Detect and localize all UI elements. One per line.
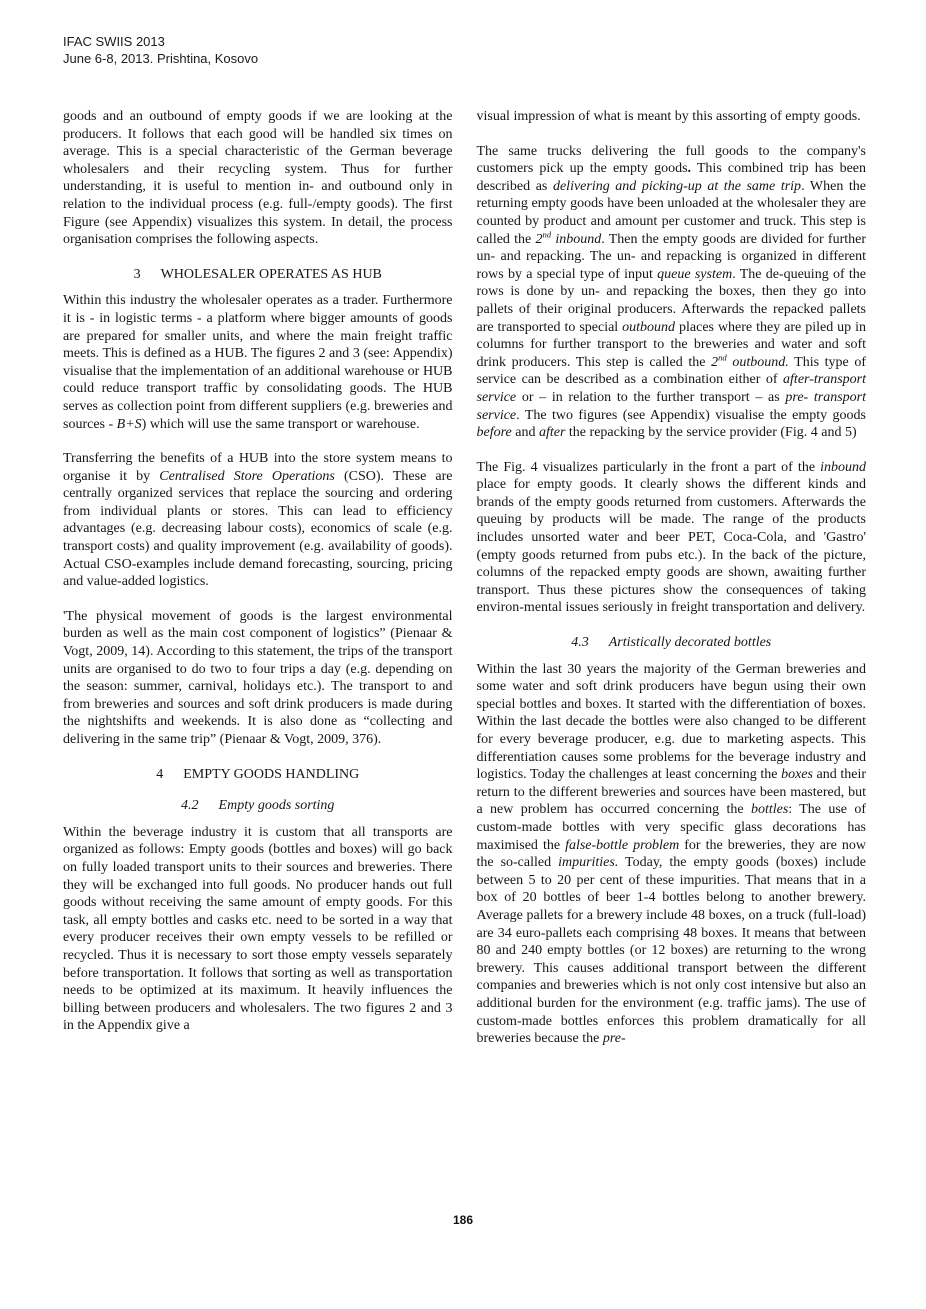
text-run: after: [538, 425, 566, 441]
paragraph: [63, 608, 453, 749]
two-column-body: [63, 108, 866, 1065]
conference-name: IFAC SWIIS 2013: [63, 34, 165, 49]
paragraph: [477, 143, 867, 442]
text-run: after-transport service: [476, 372, 866, 405]
text-run: B+S: [116, 416, 142, 432]
text-run: the repacking by the service provider (Fig. 4 and 5): [565, 425, 857, 441]
text-run: .: [687, 161, 692, 177]
text-run: This type of service can be described as a combination either of: [476, 354, 867, 388]
text-run: Centralised Store Operations: [159, 468, 335, 484]
text-run: 2: [535, 231, 543, 247]
text-run: Within the beverage industry it is custom that all transports are organized as follows: Empty goods (bottles and boxes) will go back on fully loaded transport units to their sources and breweries. There they will be exchanged into full goods. No producer hands out full goods without receiving the same amount of empty goods. For this task, all empty bottles and casks etc. need to be sorted in a way that every producer receives their own empty vessels to be refilled or recycled. Thus it is necessary to sort those empty vessels separately before transportation. It follows that sorting as well as transportation needs to be optimized at its maximum. It heavily influences the billing between producers and wholesalers. The two figures 2 and 3 in the Appendix give a: [63, 824, 453, 1034]
text-run: false-bottle problem: [565, 837, 680, 853]
text-run: place for empty goods. It clearly shows the different kinds and brands of the empty goods returned from customers. Afterwards the queuing by products will be made. The range of the products includes unsorted water and beer PET, Coca-Cola, and 'Gastro' (empty goods returned from pubs etc.). In the back of the picture, columns of the repacked empty goods are shown, awaiting further transport. Thus these pictures show the consequences of taking environ-mental issues seriously in freight transportation and delivery.: [476, 477, 866, 616]
text-run: queue system: [657, 266, 733, 282]
heading-title: WHOLESALER OPERATES AS HUB: [160, 266, 382, 282]
text-run: visual impression of what is meant by this assorting of empty goods.: [476, 109, 861, 124]
text-run: pre-: [602, 1031, 626, 1047]
left-column: [63, 108, 453, 1065]
text-run: inbound: [820, 459, 866, 475]
text-run: ) which will use the same transport or warehouse.: [141, 416, 420, 432]
right-column: [477, 108, 867, 1065]
text-run: The same trucks delivering the full goods to the company's customers pick up the empty goods: [476, 143, 866, 177]
text-run: before: [476, 425, 512, 441]
text-run: . When the returning empty goods have been unloaded at the wholesaler they are counted by product and amount per customer and truck. This step is called the: [476, 178, 866, 247]
text-run: Within this industry the wholesaler operates as a trader. Furthermore it is - in logistic terms - a platform where bigger amounts of goods are prepared for smaller units, and where the main freight traffic meets. This is defined as a HUB. The figures 2 and 3 (see: Appendix) visualise that the implementation of an additional warehouse or HUB could reduce transport traffic by consolidating goods. The HUB serves as collection point from different suppliers (e.g. breweries and sources -: [63, 293, 453, 432]
text-run: nd: [718, 352, 727, 363]
text-run: delivering and picking-up at the same trip: [552, 178, 802, 194]
text-run: or – in relation to the further transport – as: [516, 389, 786, 405]
text-run: outbound: [622, 319, 676, 335]
paragraph: [63, 450, 453, 591]
text-run: Transferring the benefits of a HUB into the store system means to organise it by: [63, 451, 453, 484]
heading-title: EMPTY GOODS HANDLING: [183, 766, 360, 782]
text-run: . Then the empty goods are divided for further un- and repacking. The un- and repacking is organized in different rows by a special type of input: [476, 231, 866, 282]
text-run: Within the last 30 years the majority of the German breweries and some water and soft drink producers have begun using their own special bottles and boxes. It started with the differentiation of boxes. Within the last decade the bottles were also changed to be different for every beverage producer, e.g. due to marketing aspects. This differentiation causes some problems for the beverage industry and logistics. Today the challenges at least concerning the: [476, 661, 866, 783]
page-header: [63, 33, 258, 67]
heading-title: Empty goods sorting: [218, 798, 335, 814]
paragraph: [477, 108, 867, 126]
heading-number: 4.3: [571, 635, 589, 651]
text-run: places where they are piled up in columns for further transport to the breweries and water and soft drink producers. This step is called the: [476, 319, 866, 370]
text-run: The Fig. 4 visualizes particularly in the front a part of the: [476, 459, 821, 475]
paragraph: [63, 108, 453, 249]
subsection-heading: [477, 634, 867, 652]
text-run: pre- transport service: [476, 389, 866, 423]
heading-number: 4.2: [181, 798, 199, 814]
text-run: . The de-queuing of the rows is done by un- and repacking the boxes, then they go into pallets of their original producers. Afterwards the repacked pallets are transported to special: [476, 266, 866, 335]
text-run: : The use of custom-made bottles with very specific glass decorations has maximised the: [476, 802, 866, 853]
text-run: goods and an outbound of empty goods if we are looking at the producers. It follows that each good will be handled six times on average. This is a special characteristic of the German beverage wholesalers and their recycling system. Thus for further understanding, it is useful to mention in- and outbound only in relation to the individual process (e.g. full-/empty goods). The first Figure (see Appendix) visualizes this system. In detail, the process organisation comprises the following aspects.: [63, 109, 453, 248]
paragraph: [63, 292, 453, 433]
section-heading: [63, 266, 453, 284]
text-run: bottles: [750, 802, 789, 818]
heading-number: 3: [133, 266, 141, 282]
text-run: 'The physical movement of goods is the largest environmental burden as well as the main cost component of logistics” (Pienaar & Vogt, 2009, 14). According to this statement, the trips of the transport units are organised to do two to four trips a day (e.g. depending on the season: summer, carnival, holidays etc.). The transport to and from breweries and sources and soft drink producers is made during the nightshifts and weekends. It is also done as “collecting and delivering in the same trip” (Pienaar & Vogt, 2009, 376).: [63, 608, 453, 747]
text-run: boxes: [781, 767, 813, 783]
heading-number: 4: [156, 766, 164, 782]
heading-title: Artistically decorated bottles: [608, 635, 772, 651]
paragraph: [477, 661, 867, 1048]
subsection-heading: [63, 797, 453, 815]
text-run: and: [511, 425, 539, 441]
text-run: 2: [711, 354, 719, 370]
page-number: 186: [452, 1213, 474, 1227]
text-run: impurities.: [558, 855, 619, 871]
text-run: and their return to the different breweries and sources have been mastered, but a new problem has occurred concerning the: [476, 767, 866, 818]
paragraph: [477, 459, 867, 617]
text-run: nd: [542, 228, 552, 239]
text-run: (CSO). These are centrally organized services that replace the sourcing and ordering from individual plants or stores. This can lead to efficiency advantages (e.g. decreasing labour costs), economics of scale (e.g. transport costs) and quality improvement (e.g. availability of goods). Actual CSO-examples include demand forecasting, sourcing, pricing and value-added logistics.: [63, 468, 453, 590]
text-run: outbound.: [726, 354, 789, 370]
text-run: This combined trip has been described as: [476, 161, 866, 194]
text-run: for the breweries, they are now the so-called: [476, 837, 866, 871]
conference-date-location: June 6-8, 2013. Prishtina, Kosovo: [63, 51, 259, 66]
text-run: . The two figures (see Appendix) visualise the empty goods: [516, 407, 866, 423]
page-footer: [0, 1213, 926, 1227]
text-run: Today, the empty goods (boxes) include between 5 to 20 per cent of these impurities. That means that in a box of 20 bottles of beer 1-4 bottles belong to another brewery. Average pallets for a brewery include 48 boxes, on a truck (full-load) are 34 euro-pallets each comprising 48 boxes. It means that between 80 and 240 empty bottles (or 12 boxes) are returning to the wrong brewery. This causes additional transport between the different companies and breweries which is not only cost intensive but also an additional burden for the environment (e.g. traffic jams). The use of custom-made bottles enforces this problem dramatically for all breweries because the: [476, 855, 866, 1047]
text-run: inbound: [551, 231, 602, 247]
section-heading: [63, 766, 453, 784]
paragraph: [63, 824, 453, 1035]
